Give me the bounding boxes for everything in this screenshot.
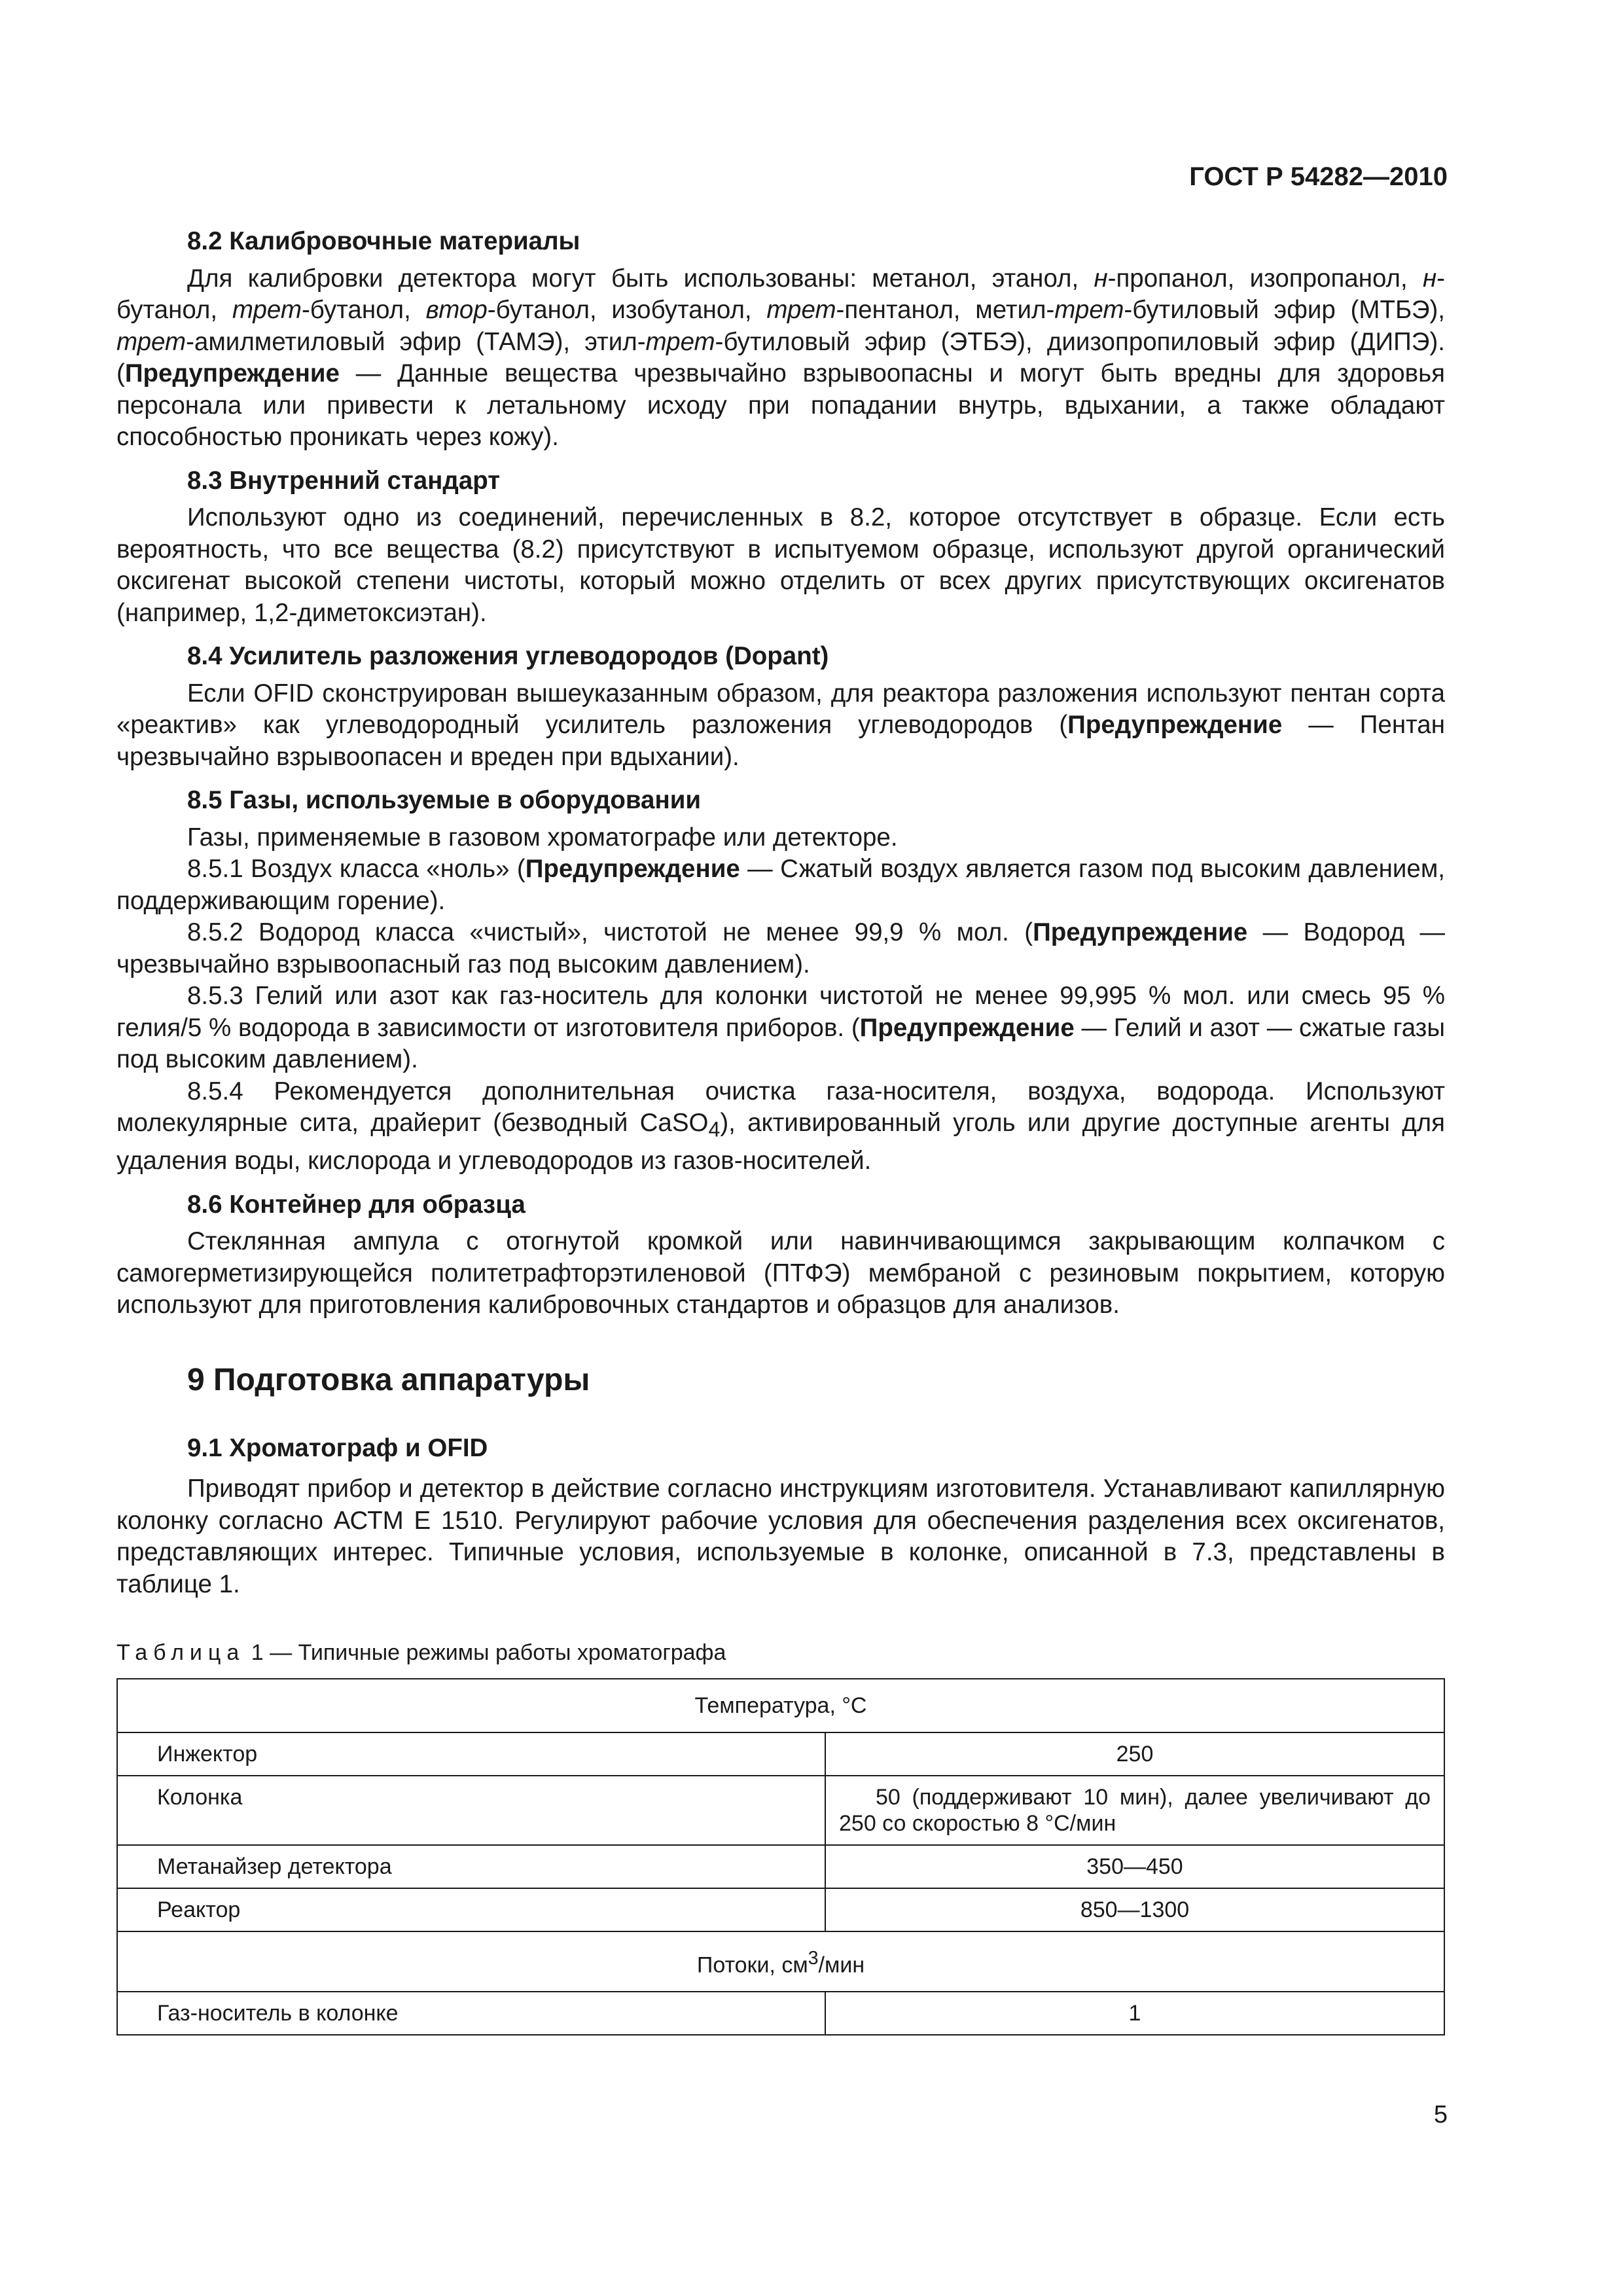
table-row bbox=[117, 1992, 1444, 2035]
section-8-3-text: Используют одно из соединений, перечисленных в 8.2, которое отсутствует в образце. Если есть вероятность, что все вещества (8.2) присутствуют в испытуемом образце, используют другой органический оксигенат высокой степени чистоты, который можно отделить от всех других присутствующих оксигенатов (например, 1,2-диметоксиэтан). bbox=[116, 503, 1445, 627]
param-name: Газ-носитель в колонке bbox=[117, 1992, 825, 2035]
clause-8-5-3: 8.5.3 Гелий или азот как газ-носитель для колонки чистотой не менее 99,995 % мол. или смесь 95 % гелия/5 % водорода в зависимости от изготовителя приборов. (Предупреждение — Гелий и азот — сжатые газы под высоким давлением). bbox=[116, 982, 1445, 1073]
document-id: ГОСТ Р 54282—2010 bbox=[1189, 162, 1448, 191]
section-8-5-intro: Газы, применяемые в газовом хроматографе или детекторе. bbox=[187, 823, 898, 852]
section-8-4-heading: 8.4 Усилитель разложения углеводородов (Dopant) bbox=[187, 642, 829, 670]
group-flows: Потоки, $см^3$/мин bbox=[117, 1931, 1444, 1992]
param-value: 1 bbox=[825, 1992, 1444, 2035]
page-number: 5 bbox=[1433, 2101, 1448, 2128]
table-group-row bbox=[117, 1931, 1444, 1992]
section-9-1-heading: 9.1 Хроматограф и OFID bbox=[187, 1433, 488, 1462]
section-8-5-heading: 8.5 Газы, используемые в оборудовании bbox=[187, 786, 702, 814]
param-name: Реактор bbox=[117, 1888, 825, 1931]
page-content bbox=[116, 226, 1445, 2036]
clause-8-5-1: 8.5.1 Воздух класса «ноль» (Предупреждение — Сжатый воздух является газом под высоким давлением, поддерживающим горение). bbox=[116, 855, 1446, 915]
table-row bbox=[117, 1845, 1444, 1888]
section-8-6-text: Стеклянная ампула с отогнутой кромкой или навинчивающимся закрывающим колпачком с самогерметизирующейся политетрафторэтиленовой (ПТФЭ) мембраной с резиновым покрытием, которую используют для приготовления калибровочных стандартов и образцов для анализов. bbox=[116, 1227, 1445, 1319]
clause-8-5-2: 8.5.2 Водород класса «чистый», чистотой не менее 99,9 % мол. (Предупреждение — Водород — чрезвычайно взрывоопасный газ под высоким давлением). bbox=[116, 918, 1446, 978]
section-8-2-text: Для калибровки детектора могут быть использованы: метанол, этанол, н-пропанол, изопропанол, н-бутанол, трет-бутанол, втор-бутанол, изобутанол, трет-пентанол, метил-трет-бутиловый эфир (МТБЭ), трет-амилметиловый эфир (ТАМЭ), этил-трет-бутиловый эфир (ЭТБЭ), диизопропиловый эфир (ДИПЭ). (Предупреждение — Данные вещества чрезвычайно взрывоопасны и могут быть вредны для здоровья персонала или привести к летальному исходу при попадании внутрь, вдыхании, а также обладают способностью проникать через кожу). bbox=[116, 264, 1446, 451]
clause-8-5-4: 8.5.4 Рекомендуется дополнительная очистка газа-носителя, воздуха, водорода. Используют молекулярные сита, драйерит (безводный CaSO$_4$), активированный уголь или другие доступные агенты для удаления воды, кислорода и углеводородов из газов-носителей. bbox=[116, 1077, 1445, 1175]
param-name: Колонка bbox=[117, 1776, 825, 1845]
param-value: 850—1300 bbox=[825, 1888, 1444, 1931]
table-group-row bbox=[117, 1679, 1444, 1732]
param-name: Инжектор bbox=[117, 1732, 825, 1776]
param-value: 350—450 bbox=[825, 1845, 1444, 1888]
section-9-1-text: Приводят прибор и детектор в действие согласно инструкциям изготовителя. Устанавливают капиллярную колонку согласно АСТМ Е 1510. Регулируют рабочие условия для обеспечения разделения всех оксигенатов, представляющих интерес. Типичные условия, используемые в колонке, описанной в 7.3, представлены в таблице 1. bbox=[116, 1475, 1445, 1598]
table-row bbox=[117, 1888, 1444, 1931]
section-9-heading: 9 Подготовка аппаратуры bbox=[187, 1362, 590, 1397]
section-8-6-heading: 8.6 Контейнер для образца bbox=[187, 1190, 526, 1219]
param-value: 50 (поддерживают 10 мин), далее увеличивают до 250 со скоростью 8 °С/мин bbox=[825, 1776, 1444, 1845]
section-8-2-heading: 8.2 Калибровочные материалы bbox=[187, 227, 580, 255]
param-name: Метанайзер детектора bbox=[117, 1845, 825, 1888]
section-8-3-heading: 8.3 Внутренний стандарт bbox=[187, 466, 501, 495]
group-temperature: Температура, °С bbox=[117, 1679, 1444, 1732]
table-row bbox=[117, 1776, 1444, 1845]
table-caption: Таблица 1 — Типичные режимы работы хроматографа bbox=[116, 1640, 726, 1666]
section-8-4-text: Если OFID сконструирован вышеуказанным образом, для реактора разложения используют пентан сорта «реактив» как углеводородный усилитель разложения углеводородов (Предупреждение — Пентан чрезвычайно взрывоопасен и вреден при вдыхании). bbox=[116, 679, 1445, 771]
chromatograph-modes-table bbox=[116, 1678, 1445, 2036]
table-row bbox=[117, 1732, 1444, 1776]
param-value: 250 bbox=[825, 1732, 1444, 1776]
